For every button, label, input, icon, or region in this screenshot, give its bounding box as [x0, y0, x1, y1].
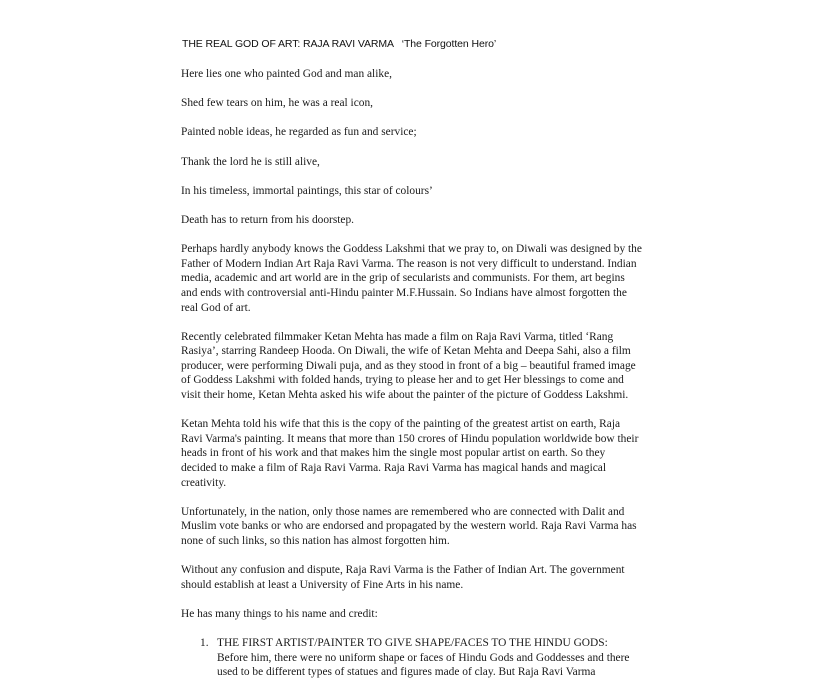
- verse-line: Painted noble ideas, he regarded as fun and service;: [181, 126, 417, 139]
- paragraph: He has many things to his name and credit:: [181, 607, 378, 620]
- paragraph: Perhaps hardly anybody knows the Goddess Lakshmi that we pray to, on Diwali was designed by the Father of Modern Indian Art Raja Ravi Varma. The reason is not very difficult to understand. Indian media, academic and art world are in the grip of secularists and communists. For them, art begins and ends with controversial anti-Hindu painter M.F.Hussain. So Indians have almost forgotten the real God of art.: [181, 243, 642, 314]
- paragraph: Ketan Mehta told his wife that this is the copy of the painting of the greatest artist on earth, Raja Ravi Varma's painting. It means that more than 150 crores of Hindu population worldwide bow their heads in front of his work and that makes him the single most popular artist on earth. So they decided to make a film of Raja Ravi Varma. Raja Ravi Varma has magical hands and magical creativity.: [181, 418, 639, 489]
- list-heading: THE FIRST ARTIST/PAINTER TO GIVE SHAPE/FACES TO THE HINDU GODS:: [217, 637, 608, 650]
- paragraph: Unfortunately, in the nation, only those names are remembered who are connected with Dalit and Muslim vote banks or who are endorsed and propagated by the western world. Raja Ravi Varma has none of such links, so this nation has almost forgotten him.: [181, 505, 637, 547]
- numbered-list: [181, 636, 643, 680]
- paragraph: Without any confusion and dispute, Raja Ravi Varma is the Father of Indian Art. The government should establish at least a University of Fine Arts in his name.: [181, 564, 625, 591]
- paragraph: Recently celebrated filmmaker Ketan Mehta has made a film on Raja Ravi Varma, titled ‘Rang Rasiya’, starring Randeep Hooda. On Diwali, the wife of Ketan Mehta and Deepa Sahi, also a film producer, were performing Diwali puja, and as they stood in front of a big – beautiful framed image of Goddess Lakshmi with folded hands, trying to please her and to get Her blessings to come and visit their home, Ketan Mehta asked his wife about the painter of the picture of Goddess Lakshmi.: [181, 330, 636, 402]
- document-title: THE REAL GOD OF ART: RAJA RAVI VARMA ‘The Forgotten Hero’: [182, 38, 497, 50]
- verse-line: Death has to return from his doorstep.: [181, 213, 355, 226]
- list-text: Before him, there were no uniform shape or faces of Hindu Gods and Goddesses and there used to be different types of statues and figures made of clay. But Raja Ravi Varma: [217, 651, 630, 679]
- list-number: 1.: [200, 637, 209, 650]
- poem-verse: [181, 67, 643, 228]
- verse-line: Shed few tears on him, he was a real icon,: [181, 97, 373, 110]
- document-body: [181, 67, 643, 680]
- verse-line: Here lies one who painted God and man alike,: [181, 68, 392, 80]
- verse-line: In his timeless, immortal paintings, this star of colours’: [181, 184, 433, 197]
- list-item: [181, 636, 643, 680]
- verse-line: Thank the lord he is still alive,: [181, 155, 320, 168]
